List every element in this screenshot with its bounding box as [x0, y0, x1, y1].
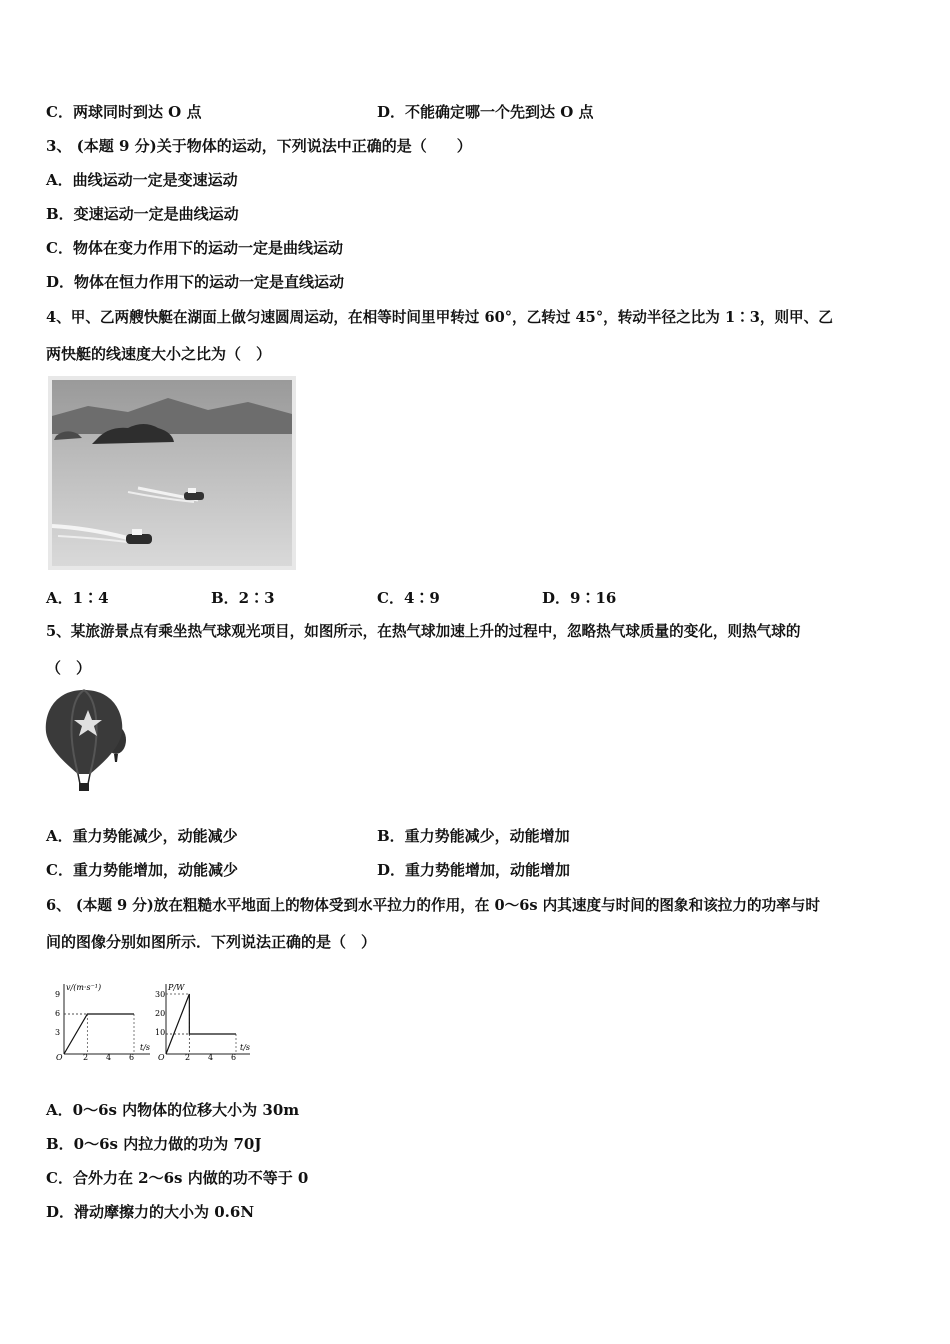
p-graph-ytick-20: 20	[155, 1009, 166, 1018]
q3-option-d: D．物体在恒力作用下的运动一定是直线运动	[46, 273, 345, 291]
q4-option-b: B．2∶3	[211, 589, 275, 607]
q6-option-a: A．0～6s 内物体的位移大小为 30m	[46, 1101, 300, 1119]
v-graph-ytick-9: 9	[55, 990, 61, 999]
q3-option-b: B．变速运动一定是曲线运动	[46, 205, 239, 223]
v-graph-ytick-3: 3	[55, 1028, 61, 1037]
p-graph-xtick-4: 4	[208, 1053, 214, 1060]
q3-stem: 3、 (本题 9 分)关于物体的运动，下列说法中正确的是（ ）	[46, 137, 472, 155]
q6-stem-line1: 6、 (本题 9 分)放在粗糙水平地面上的物体受到水平拉力的作用，在 0～6s 内其速度与时间的图象和该拉力的功率与时	[46, 897, 820, 914]
q2-option-c: C．两球同时到达 O 点	[46, 103, 202, 121]
p-graph-origin: O	[158, 1053, 165, 1060]
p-graph-xlabel: t/s	[240, 1043, 251, 1052]
power-time-graph	[154, 980, 254, 1060]
hot-air-balloon-illustration	[44, 688, 130, 796]
v-graph-xtick-4: 4	[106, 1053, 112, 1060]
v-graph-xtick-2: 2	[83, 1053, 89, 1060]
q2-option-d: D．不能确定哪一个先到达 O 点	[377, 103, 594, 121]
q5-option-d: D．重力势能增加，动能增加	[377, 861, 571, 879]
q6-option-c: C．合外力在 2～6s 内做的功不等于 0	[46, 1169, 309, 1187]
p-graph-xtick-6: 6	[231, 1053, 237, 1060]
q6-stem-line2: 间的图像分别如图所示．下列说法正确的是（ ）	[46, 933, 377, 951]
q5-stem-line1: 5、某旅游景点有乘坐热气球观光项目，如图所示，在热气球加速上升的过程中，忽略热气球质量的变化，则热气球的	[46, 623, 801, 640]
q6-option-b: B．0～6s 内拉力做的功为 70J	[46, 1135, 262, 1153]
lake-speedboats-photo	[48, 376, 296, 570]
p-graph-ytick-10: 10	[155, 1028, 166, 1037]
q5-option-b: B．重力势能减少，动能增加	[377, 827, 570, 845]
v-graph-xtick-6: 6	[129, 1053, 135, 1060]
velocity-time-graph	[54, 980, 154, 1060]
q5-option-c: C．重力势能增加，动能减少	[46, 861, 238, 879]
q4-option-c: C．4∶9	[377, 589, 440, 607]
q4-stem-line1: 4、甲、乙两艘快艇在湖面上做匀速圆周运动，在相等时间里甲转过 60°，乙转过 45°，转动半径之比为 1∶3，则甲、乙	[46, 309, 833, 326]
p-graph-xtick-2: 2	[185, 1053, 191, 1060]
q6-option-d: D．滑动摩擦力的大小为 0.6N	[46, 1203, 255, 1221]
q4-option-d: D．9∶16	[542, 589, 617, 607]
p-graph-ytick-30: 30	[155, 990, 166, 999]
q4-stem-line2: 两快艇的线速度大小之比为（ ）	[46, 345, 272, 363]
q4-option-a: A．1∶4	[46, 589, 109, 607]
q3-option-a: A．曲线运动一定是变速运动	[46, 171, 238, 189]
v-graph-origin: O	[56, 1053, 63, 1060]
v-graph-ylabel: v/(m·s⁻¹)	[66, 983, 102, 992]
q5-option-a: A．重力势能减少，动能减少	[46, 827, 238, 845]
q5-stem-line2: （ ）	[46, 659, 92, 677]
q3-option-c: C．物体在变力作用下的运动一定是曲线运动	[46, 239, 343, 257]
v-graph-ytick-6: 6	[55, 1009, 61, 1018]
v-graph-series-line	[64, 1014, 134, 1054]
p-graph-series-line	[166, 994, 236, 1054]
v-graph-xlabel: t/s	[140, 1043, 151, 1052]
p-graph-ylabel: P/W	[168, 983, 185, 992]
